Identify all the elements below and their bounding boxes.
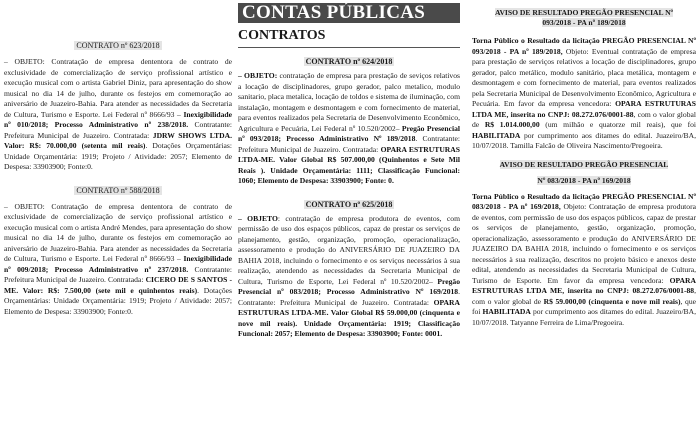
masthead-title: CONTAS PÚBLICAS [238,3,460,23]
aviso-1-body: Torna Público o Resultado da licitação PREGÃO PRESENCIAL Nº 093/2018 - PA nº 189/2018, Objeto: Eventual contratação de empresa para prestação de serviços relativos a locação de disciplinadores, grupo gerador, palco metálico, modulo sanitário, placa metálica, montagem e desmontagem e com fornecimento de material, para eventos realizados pela Secretaria Municipal de Desenvolvimento Econômico, Agricultura e Pecuária. Em favor da empresa vencedora: OPARA ESTRUTURAS LTDA ME, inserita no CNPJ: 08.272.076/0001-88, com o valor global de R$ 1.014.000,00 (um milhão e quatorze mil reais), que foi HABILITADA por cumprimento aos ditames do edital. Juazeiro/BA, 10/07/2018. Tamilla Falcão de Oliveira Nascimento/Pregoeira. [472,36,696,150]
contract-588-body: – OBJETO: Contratação de empresa dententora de contrato de exclusividade de comercialização de serviço profissional artístico e execução musical com o artista André Mendes, para apresentação do show musical no dia 14 de julho, durante os festejos em comemoração ao aniversário de Juazeiro-Bahia. Para atender as necessidades da Secretaria de Cultura, Turismo e Esporte. Lei Federal nº 8666/93 – Inexigibilidade nº 009/2018; Processo Administrativo nº 237/2018. Contratante: Prefeitura Municipal de Juazeiro. Contratada: CICERO DE S SANTOS - ME. Valor: R$: 7.500,00 (sete mil e quinhentos reais). Dotações Orçamentárias: Unidade Orçamentária: 1919; Projeto / Atividade: 2057; Elemento de Despesa: 33903900; Fonte:0. [4,201,233,316]
contract-624-title: CONTRATO nº 624/2018 [305,57,393,66]
aviso-2-body: Torna Público o Resultado da licitação PREGÃO PRESENCIAL Nº 083/2018 - PA nº 169/2018, Objeto: Contratação de empresa produtora de eventos, com permissão de uso dos espaços públicos, capaz de prestar os serviços de planejamento, gestão, organização, promoção, operacionalização, assessoramento e produção do ANIVERSÁRIO DE JUAZEIRO DA BAHIA 2018, incluindo o fornecimento e os serviços necessários à sua realização, descritos no projeto básico e anexos deste edital, atendendo as necessidades da Secretaria Municipal de Cultura, Turismo de Esporte. Em favor da empresa vencedora: OPARA ESTRUTURAS LTDA ME, inserita no CNPJ: 08.272.076/0001-88, com o valor global de R$ 59.000,00 (cinquenta e nove mil reais), que foi HABILITADA por cumprimento aos ditames do edital. Juazeiro/BA, 10/07/2018. Tatyanne Ferreira de Lima/Pregoeira. [472,191,696,327]
aviso-2-title: AVISO DE RESULTADO PREGÃO PRESENCIAL [499,159,669,169]
contract-625-body: – OBJETO: contratação de empresa produtora de eventos, com permissão de uso dos espaços públicos, capaz de prestar os serviços de planejamento, gestão, organização, promoção, operacionalização, assessoramento e produção do ANIVERSÁRIO DE JUAZEIRO DA BAHIA 2018, incluindo o fornecimento e os serviços necessários à sua realização, atendendo as necessidades da Secretaria Municipal de Cultura, Turismo de Esporte, Lei Federal nº 10.520/2002– Pregão Presencial nº 083/2018; Processo Administrativo Nº 169/2018. Contratante: Prefeitura Municipal de Juazeiro. Contratada: OPARA ESTRUTURAS LTDA-ME. Valor Global R$ 59.000,00 (cinquenta e nove mil reais). Unidade Orçamentária: 1919; Classificação Funcional: 2057; Elemento de Despesa: 33903900; Fonte: 0001. [238,213,460,338]
column-right [472,0,696,328]
contract-588-title: CONTRATO nº 588/2018 [76,185,160,195]
contract-623-title: CONTRATO nº 623/2018 [76,41,160,50]
aviso-1-title: AVISO DE RESULTADO PREGÃO PRESENCIAL Nº 093/2018 - PA nº 189/2018 [494,8,674,27]
contract-625-title: CONTRATO nº 625/2018 [305,199,393,209]
column-center [238,0,460,340]
contract-624-body: – OBJETO: contratação de empresa para prestação de seviços relativos a locação de disciplinadores, grupo gerador, palco metalico, modulo sanitario, placa metalica, locação de toldos e sistema de iluminação, com instalação, montagem e desmontagem e com fornecimento de material, para eventos realizados pela Secretaria de Desenvolvimento Econômico, Agricultura e Pecuária, Lei Federal nº 10.520/2002– Pregão Presencial nº 093/2018; Processo Administrativo Nº 189/2018. Contratante: Prefeitura Municipal de Juazeiro. Contratada: OPARA ESTRUTURAS LTDA-ME. Valor Global R$ 507.000,00 (Quinhentos e Sete Mil Reais ). Unidade Orçamentária: 1111; Classificação Funcional: 1060; Elemento de Despesa: 33903900; Fonte: 0. [238,71,460,185]
aviso-2-subtitle: Nº 083/2018 - PA nº 169/2018 [537,175,631,185]
contract-623-body: – OBJETO: Contratação de empresa dententora de contrato de exclusividade de comercialização de serviço profissional artístico e execução musical com o artista Gabriel Diniz, para apresentação do show musical no dia 14 de julho, durante os festejos em comemoração ao aniversário de Juazeiro-Bahia. Para atender as necessidades da Secretaria de Cultura, Turismo e Esporte. Lei Federal nº 8666/93 – Inexigibilidade nº 010/2018; Processo Administrativo nº 238/2018. Contratante: Prefeitura Municipal de Juazeiro. Contratada: JDRW SHOWS LTDA. Valor: R$: 70.000,00 (setenta mil reais). Dotações Orçamentárias: Unidade Orçamentária: 1919; Projeto / Atividade: 2057; Elemento de Despesa: 33903900; Fonte:0. [4,57,233,171]
section-title: CONTRATOS [238,28,460,48]
column-left [4,0,232,317]
